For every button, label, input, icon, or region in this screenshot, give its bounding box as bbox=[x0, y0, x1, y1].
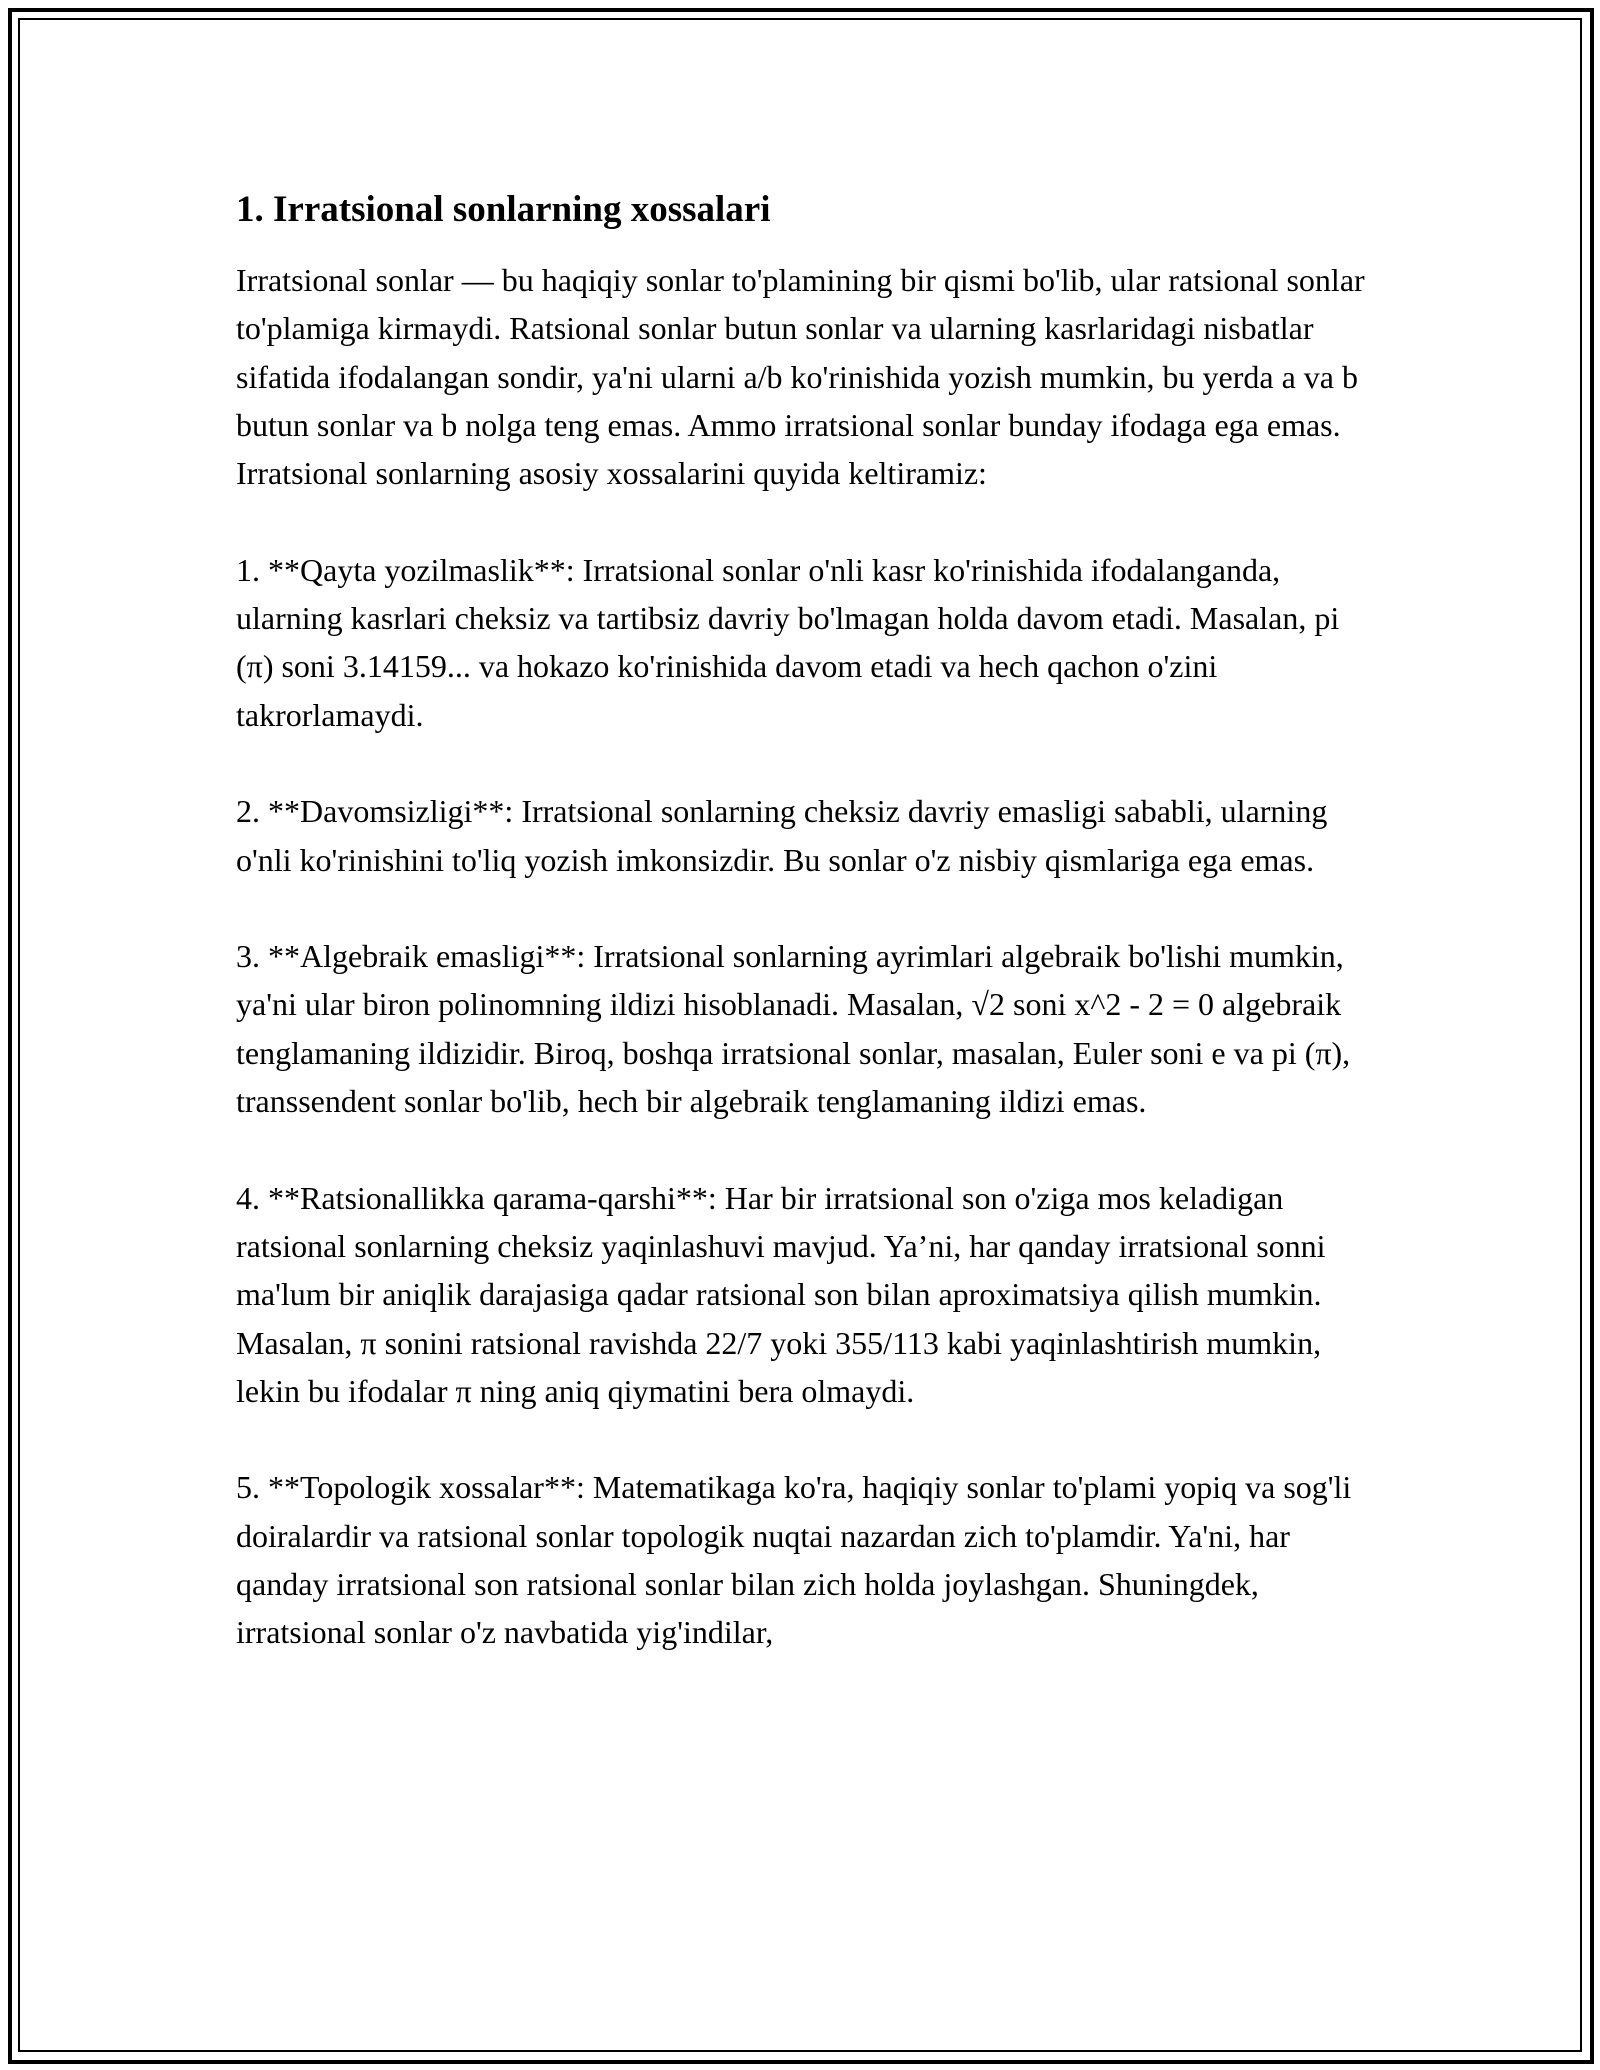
property-paragraph-3: 3. **Algebraik emasligi**: Irratsional sonlarning ayrimlari algebraik bo'lishi mumkin, ya'ni ular biron polinomning ildizi hisoblanadi. Masalan, √2 soni x^2 - 2 = 0 algebraik tenglamaning ildizidir. Biroq, boshqa irratsional sonlar, masalan, Euler soni e va pi (π), transsendent sonlar bo'lib, hech bir algebraik tenglamaning ildizi emas. bbox=[236, 938, 1351, 1120]
document-body bbox=[236, 186, 1376, 1705]
intro-paragraph: Irratsional sonlar — bu haqiqiy sonlar to'plamining bir qismi bo'lib, ular ratsional sonlar to'plamiga kirmaydi. Ratsional sonlar butun sonlar va ularning kasrlaridagi nisbatlar sifatida ifodalangan sondir, ya'ni ularni a/b ko'rinishida yozish mumkin, bu yerda a va b butun sonlar va b nolga teng emas. Ammo irratsional sonlar bunday ifodaga ega emas. Irratsional sonlarning asosiy xossalarini quyida keltiramiz: bbox=[236, 262, 1365, 492]
section-heading: 1. Irratsional sonlarning xossalari bbox=[236, 189, 771, 230]
property-paragraph-1: 1. **Qayta yozilmaslik**: Irratsional sonlar o'nli kasr ko'rinishida ifodalanganda, ularning kasrlari cheksiz va tartibsiz davriy bo'lmagan holda davom etadi. Masalan, pi (π) soni 3.14159... va hokazo ko'rinishida davom etadi va hech qachon o'zini takrorlamaydi. bbox=[236, 551, 1340, 733]
property-paragraph-5: 5. **Topologik xossalar**: Matematikaga ko'ra, haqiqiy sonlar to'plami yopiq va sog'li doiralardir va ratsional sonlar topologik nuqtai nazardan zich to'plamdir. Ya'ni, har qanday irratsional son ratsional sonlar bilan zich holda joylashgan. Shuningdek, irratsional sonlar o'z navbatida yig'indilar, bbox=[236, 1469, 1352, 1651]
property-paragraph-2: 2. **Davomsizligi**: Irratsional sonlarning cheksiz davriy emasligi sababli, ularning o'nli ko'rinishini to'liq yozish imkonsizdir. Bu sonlar o'z nisbiy qismlariga ega emas. bbox=[236, 793, 1328, 878]
property-paragraph-4: 4. **Ratsionallikka qarama-qarshi**: Har bir irratsional son o'ziga mos keladigan ratsional sonlarning cheksiz yaqinlashuvi mavjud. Ya’ni, har qanday irratsional sonni ma'lum bir aniqlik darajasiga qadar ratsional son bilan aproximatsiya qilish mumkin. Masalan, π sonini ratsional ravishda 22/7 yoki 355/113 kabi yaqinlashtirish mumkin, lekin bu ifodalar π ning aniq qiymatini bera olmaydi. bbox=[236, 1179, 1326, 1409]
